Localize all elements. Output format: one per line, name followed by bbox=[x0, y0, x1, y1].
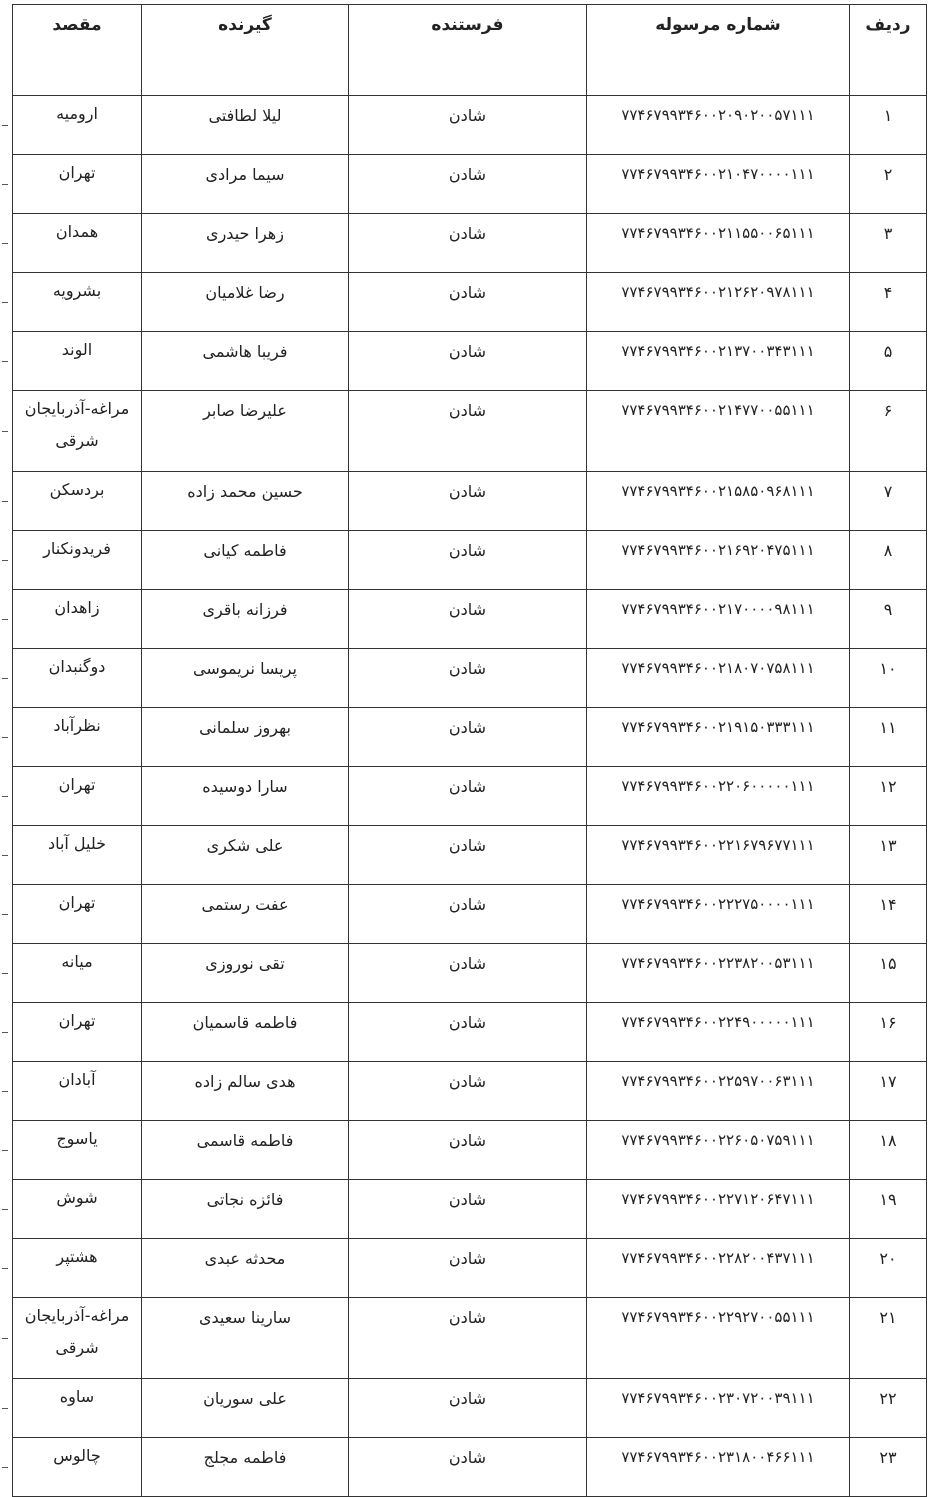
sender-cell: شادن bbox=[349, 1121, 587, 1180]
edge-tick bbox=[2, 1408, 8, 1409]
receiver-cell: سارا دوسیده bbox=[142, 767, 349, 826]
row-number-cell: ۱ bbox=[850, 96, 927, 155]
edge-tick bbox=[2, 1338, 8, 1339]
table-row bbox=[13, 1062, 927, 1121]
destination-cell: مراغه-آذربایجان شرقی bbox=[13, 391, 142, 472]
sender-cell: شادن bbox=[349, 214, 587, 273]
destination-cell: ساوه bbox=[13, 1379, 142, 1438]
table-row bbox=[13, 1121, 927, 1180]
destination-cell: مراغه-آذربایجان شرقی bbox=[13, 1298, 142, 1379]
receiver-cell: فاطمه قاسمیان bbox=[142, 1003, 349, 1062]
receiver-cell: فائزه نجاتی bbox=[142, 1180, 349, 1239]
table-row bbox=[13, 472, 927, 531]
receiver-cell: فرزانه باقری bbox=[142, 590, 349, 649]
sender-cell: شادن bbox=[349, 472, 587, 531]
row-number-cell: ۱۱ bbox=[850, 708, 927, 767]
header-destination: مقصد bbox=[13, 5, 142, 96]
destination-cell: آبادان bbox=[13, 1062, 142, 1121]
sender-cell: شادن bbox=[349, 1438, 587, 1497]
edge-tick bbox=[2, 914, 8, 915]
table-row bbox=[13, 1379, 927, 1438]
sender-cell: شادن bbox=[349, 590, 587, 649]
row-number-cell: ۱۹ bbox=[850, 1180, 927, 1239]
destination-cell: زاهدان bbox=[13, 590, 142, 649]
destination-cell: بشرویه bbox=[13, 273, 142, 332]
header-sender: فرستنده bbox=[349, 5, 587, 96]
table-row bbox=[13, 1239, 927, 1298]
row-number-cell: ۳ bbox=[850, 214, 927, 273]
table-row bbox=[13, 1180, 927, 1239]
row-number-cell: ۶ bbox=[850, 391, 927, 472]
edge-tick bbox=[2, 243, 8, 244]
destination-cell: ارومیه bbox=[13, 96, 142, 155]
receiver-cell: علی شکری bbox=[142, 826, 349, 885]
receiver-cell: لیلا لطافتی bbox=[142, 96, 349, 155]
sender-cell: شادن bbox=[349, 155, 587, 214]
destination-cell: میانه bbox=[13, 944, 142, 1003]
tracking-number-cell: ۷۷۴۶۷۹۹۳۴۶۰۰۲۲۴۹۰۰۰۰۰۱۱۱ bbox=[587, 1003, 850, 1062]
header-receiver: گیرنده bbox=[142, 5, 349, 96]
edge-tick bbox=[2, 1150, 8, 1151]
destination-cell: خلیل آباد bbox=[13, 826, 142, 885]
table-row bbox=[13, 1298, 927, 1379]
sender-cell: شادن bbox=[349, 531, 587, 590]
sender-cell: شادن bbox=[349, 826, 587, 885]
destination-cell: تهران bbox=[13, 155, 142, 214]
receiver-cell: بهروز سلمانی bbox=[142, 708, 349, 767]
destination-cell: تهران bbox=[13, 885, 142, 944]
receiver-cell: عفت رستمی bbox=[142, 885, 349, 944]
row-number-cell: ۲۱ bbox=[850, 1298, 927, 1379]
tracking-number-cell: ۷۷۴۶۷۹۹۳۴۶۰۰۲۳۰۷۲۰۰۳۹۱۱۱ bbox=[587, 1379, 850, 1438]
edge-tick bbox=[2, 796, 8, 797]
sender-cell: شادن bbox=[349, 1239, 587, 1298]
sender-cell: شادن bbox=[349, 96, 587, 155]
sender-cell: شادن bbox=[349, 273, 587, 332]
sender-cell: شادن bbox=[349, 332, 587, 391]
destination-cell: دوگنبدان bbox=[13, 649, 142, 708]
edge-tick bbox=[2, 973, 8, 974]
destination-cell: فریدونکنار bbox=[13, 531, 142, 590]
table-row bbox=[13, 767, 927, 826]
sender-cell: شادن bbox=[349, 708, 587, 767]
receiver-cell: سیما مرادی bbox=[142, 155, 349, 214]
receiver-cell: فاطمه قاسمی bbox=[142, 1121, 349, 1180]
row-number-cell: ۱۶ bbox=[850, 1003, 927, 1062]
tracking-number-cell: ۷۷۴۶۷۹۹۳۴۶۰۰۲۱۹۱۵۰۳۳۳۱۱۱ bbox=[587, 708, 850, 767]
row-number-cell: ۲ bbox=[850, 155, 927, 214]
table-row bbox=[13, 885, 927, 944]
tracking-number-cell: ۷۷۴۶۷۹۹۳۴۶۰۰۲۲۶۰۵۰۷۵۹۱۱۱ bbox=[587, 1121, 850, 1180]
table-row bbox=[13, 531, 927, 590]
row-number-cell: ۴ bbox=[850, 273, 927, 332]
edge-tick bbox=[2, 619, 8, 620]
sender-cell: شادن bbox=[349, 767, 587, 826]
header-tracking-number: شماره مرسوله bbox=[587, 5, 850, 96]
tracking-number-cell: ۷۷۴۶۷۹۹۳۴۶۰۰۲۱۱۵۵۰۰۶۵۱۱۱ bbox=[587, 214, 850, 273]
destination-cell: شوش bbox=[13, 1180, 142, 1239]
row-number-cell: ۱۷ bbox=[850, 1062, 927, 1121]
sender-cell: شادن bbox=[349, 1298, 587, 1379]
table-row bbox=[13, 826, 927, 885]
receiver-cell: محدثه عبدی bbox=[142, 1239, 349, 1298]
receiver-cell: علی سوریان bbox=[142, 1379, 349, 1438]
receiver-cell: تقی نوروزی bbox=[142, 944, 349, 1003]
tracking-number-cell: ۷۷۴۶۷۹۹۳۴۶۰۰۲۰۹۰۲۰۰۵۷۱۱۱ bbox=[587, 96, 850, 155]
receiver-cell: فریبا هاشمی bbox=[142, 332, 349, 391]
table-row bbox=[13, 391, 927, 472]
sender-cell: شادن bbox=[349, 885, 587, 944]
edge-tick bbox=[2, 737, 8, 738]
destination-cell: نظرآباد bbox=[13, 708, 142, 767]
table-row bbox=[13, 96, 927, 155]
table-row bbox=[13, 332, 927, 391]
table-row bbox=[13, 649, 927, 708]
tracking-number-cell: ۷۷۴۶۷۹۹۳۴۶۰۰۲۲۳۸۲۰۰۵۳۱۱۱ bbox=[587, 944, 850, 1003]
edge-tick bbox=[2, 125, 8, 126]
receiver-cell: حسین محمد زاده bbox=[142, 472, 349, 531]
destination-cell: یاسوج bbox=[13, 1121, 142, 1180]
tracking-number-cell: ۷۷۴۶۷۹۹۳۴۶۰۰۲۲۲۷۵۰۰۰۰۱۱۱ bbox=[587, 885, 850, 944]
receiver-cell: پریسا نریموسی bbox=[142, 649, 349, 708]
tracking-number-cell: ۷۷۴۶۷۹۹۳۴۶۰۰۲۱۵۸۵۰۹۶۸۱۱۱ bbox=[587, 472, 850, 531]
edge-tick bbox=[2, 1209, 8, 1210]
row-number-cell: ۲۰ bbox=[850, 1239, 927, 1298]
row-number-cell: ۸ bbox=[850, 531, 927, 590]
row-number-cell: ۱۸ bbox=[850, 1121, 927, 1180]
tracking-number-cell: ۷۷۴۶۷۹۹۳۴۶۰۰۲۱۶۹۲۰۴۷۵۱۱۱ bbox=[587, 531, 850, 590]
tracking-number-cell: ۷۷۴۶۷۹۹۳۴۶۰۰۲۲۸۲۰۰۴۳۷۱۱۱ bbox=[587, 1239, 850, 1298]
edge-tick bbox=[2, 855, 8, 856]
destination-cell: الوند bbox=[13, 332, 142, 391]
tracking-number-cell: ۷۷۴۶۷۹۹۳۴۶۰۰۲۱۳۷۰۰۳۴۳۱۱۱ bbox=[587, 332, 850, 391]
row-number-cell: ۵ bbox=[850, 332, 927, 391]
header-row-number: ردیف bbox=[850, 5, 927, 96]
edge-tick bbox=[2, 678, 8, 679]
tracking-number-cell: ۷۷۴۶۷۹۹۳۴۶۰۰۲۲۹۲۷۰۰۵۵۱۱۱ bbox=[587, 1298, 850, 1379]
row-number-cell: ۲۲ bbox=[850, 1379, 927, 1438]
table-row bbox=[13, 1003, 927, 1062]
sender-cell: شادن bbox=[349, 1003, 587, 1062]
edge-tick bbox=[2, 560, 8, 561]
sender-cell: شادن bbox=[349, 649, 587, 708]
edge-tick bbox=[2, 1268, 8, 1269]
table-row bbox=[13, 944, 927, 1003]
shipment-table bbox=[12, 4, 927, 1497]
tracking-number-cell: ۷۷۴۶۷۹۹۳۴۶۰۰۲۲۰۶۰۰۰۰۰۱۱۱ bbox=[587, 767, 850, 826]
edge-tick bbox=[2, 361, 8, 362]
edge-tick bbox=[2, 431, 8, 432]
table-row bbox=[13, 273, 927, 332]
receiver-cell: زهرا حیدری bbox=[142, 214, 349, 273]
tracking-number-cell: ۷۷۴۶۷۹۹۳۴۶۰۰۲۱۴۷۷۰۰۵۵۱۱۱ bbox=[587, 391, 850, 472]
edge-tick bbox=[2, 1091, 8, 1092]
header-row bbox=[13, 5, 927, 96]
table-row bbox=[13, 214, 927, 273]
receiver-cell: هدی سالم زاده bbox=[142, 1062, 349, 1121]
table-row bbox=[13, 708, 927, 767]
row-number-cell: ۷ bbox=[850, 472, 927, 531]
sender-cell: شادن bbox=[349, 391, 587, 472]
edge-tick bbox=[2, 302, 8, 303]
receiver-cell: سارینا سعیدی bbox=[142, 1298, 349, 1379]
row-number-cell: ۹ bbox=[850, 590, 927, 649]
tracking-number-cell: ۷۷۴۶۷۹۹۳۴۶۰۰۲۲۱۶۷۹۶۷۷۱۱۱ bbox=[587, 826, 850, 885]
row-number-cell: ۱۰ bbox=[850, 649, 927, 708]
table-row bbox=[13, 155, 927, 214]
tracking-number-cell: ۷۷۴۶۷۹۹۳۴۶۰۰۲۱۰۴۷۰۰۰۰۱۱۱ bbox=[587, 155, 850, 214]
sender-cell: شادن bbox=[349, 944, 587, 1003]
destination-cell: همدان bbox=[13, 214, 142, 273]
destination-cell: تهران bbox=[13, 1003, 142, 1062]
destination-cell: هشتپر bbox=[13, 1239, 142, 1298]
tracking-number-cell: ۷۷۴۶۷۹۹۳۴۶۰۰۲۱۲۶۲۰۹۷۸۱۱۱ bbox=[587, 273, 850, 332]
row-number-cell: ۲۳ bbox=[850, 1438, 927, 1497]
row-number-cell: ۱۳ bbox=[850, 826, 927, 885]
edge-tick bbox=[2, 501, 8, 502]
destination-cell: چالوس bbox=[13, 1438, 142, 1497]
tracking-number-cell: ۷۷۴۶۷۹۹۳۴۶۰۰۲۲۷۱۲۰۶۴۷۱۱۱ bbox=[587, 1180, 850, 1239]
receiver-cell: فاطمه کیانی bbox=[142, 531, 349, 590]
receiver-cell: علیرضا صابر bbox=[142, 391, 349, 472]
edge-tick bbox=[2, 184, 8, 185]
tracking-number-cell: ۷۷۴۶۷۹۹۳۴۶۰۰۲۱۷۰۰۰۰۹۸۱۱۱ bbox=[587, 590, 850, 649]
edge-tick bbox=[2, 1467, 8, 1468]
table-row bbox=[13, 590, 927, 649]
receiver-cell: رضا غلامیان bbox=[142, 273, 349, 332]
table-body bbox=[13, 96, 927, 1497]
tracking-number-cell: ۷۷۴۶۷۹۹۳۴۶۰۰۲۱۸۰۷۰۷۵۸۱۱۱ bbox=[587, 649, 850, 708]
destination-cell: بردسکن bbox=[13, 472, 142, 531]
receiver-cell: فاطمه مجلج bbox=[142, 1438, 349, 1497]
sender-cell: شادن bbox=[349, 1062, 587, 1121]
edge-tick bbox=[2, 1032, 8, 1033]
tracking-number-cell: ۷۷۴۶۷۹۹۳۴۶۰۰۲۳۱۸۰۰۴۶۶۱۱۱ bbox=[587, 1438, 850, 1497]
row-number-cell: ۱۲ bbox=[850, 767, 927, 826]
sender-cell: شادن bbox=[349, 1379, 587, 1438]
left-edge-ticks bbox=[0, 4, 12, 1276]
row-number-cell: ۱۵ bbox=[850, 944, 927, 1003]
table-row bbox=[13, 1438, 927, 1497]
sender-cell: شادن bbox=[349, 1180, 587, 1239]
row-number-cell: ۱۴ bbox=[850, 885, 927, 944]
destination-cell: تهران bbox=[13, 767, 142, 826]
tracking-number-cell: ۷۷۴۶۷۹۹۳۴۶۰۰۲۲۵۹۷۰۰۶۳۱۱۱ bbox=[587, 1062, 850, 1121]
